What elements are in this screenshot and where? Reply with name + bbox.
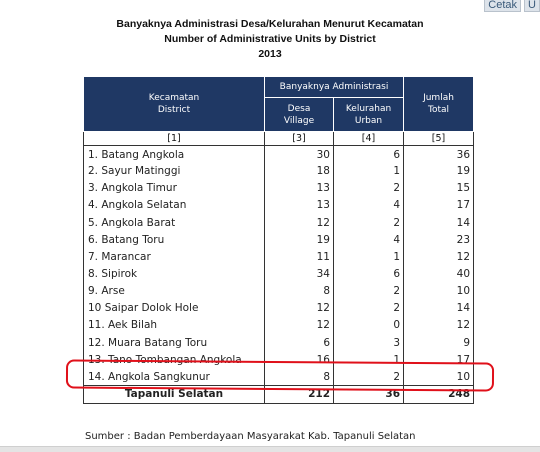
desa-value: 13 (265, 197, 334, 214)
table-row (84, 317, 474, 334)
header-village-label: Desa Village (283, 103, 315, 126)
jumlah-value: 12 (404, 317, 474, 334)
total-jumlah: 248 (404, 385, 474, 403)
table-row (84, 197, 474, 214)
col-number: [5] (404, 132, 474, 146)
header-total (404, 77, 474, 132)
table-row (84, 283, 474, 300)
header-total-label: Jumlah Total (423, 93, 454, 115)
district-name: 13. Tano Tombangan Angkola (84, 351, 265, 368)
kelurahan-value: 6 (334, 265, 404, 282)
kelurahan-value: 3 (334, 334, 404, 351)
table-row (84, 231, 474, 248)
jumlah-value: 17 (404, 197, 474, 214)
header-district (84, 77, 265, 132)
jumlah-value: 9 (404, 334, 474, 351)
district-name: 6. Batang Toru (84, 231, 265, 248)
desa-value: 19 (265, 231, 334, 248)
table-row (84, 334, 474, 351)
table-row (84, 163, 474, 180)
jumlah-value: 14 (404, 214, 474, 231)
kelurahan-value: 2 (334, 368, 404, 385)
desa-value: 30 (265, 146, 334, 163)
title-indonesian: Banyaknya Administrasi Desa/Kelurahan Menurut Kecamatan (116, 18, 424, 30)
print-button[interactable]: Cetak (484, 0, 521, 12)
header-district-id: Kecamatan District (148, 93, 200, 115)
jumlah-value: 10 (404, 283, 474, 300)
desa-value: 34 (265, 265, 334, 282)
table-title (0, 17, 540, 62)
desa-value: 16 (265, 351, 334, 368)
desa-value: 6 (265, 334, 334, 351)
district-name: 10 Saipar Dolok Hole (84, 300, 265, 317)
kelurahan-value: 4 (334, 231, 404, 248)
district-name: 9. Arse (84, 283, 265, 300)
kelurahan-value: 1 (334, 248, 404, 265)
total-row (84, 385, 474, 403)
kelurahan-value: 2 (334, 180, 404, 197)
jumlah-value: 17 (404, 351, 474, 368)
kelurahan-value: 2 (334, 300, 404, 317)
table-row (84, 180, 474, 197)
total-name: Tapanuli Selatan (84, 385, 265, 403)
district-name: 5. Angkola Barat (84, 214, 265, 231)
kelurahan-value: 0 (334, 317, 404, 334)
title-english: Number of Administrative Units by District (164, 33, 376, 45)
desa-value: 11 (265, 248, 334, 265)
kelurahan-value: 1 (334, 351, 404, 368)
horizontal-scrollbar[interactable] (0, 446, 540, 452)
kelurahan-value: 6 (334, 146, 404, 163)
jumlah-value: 36 (404, 146, 474, 163)
table-row (84, 146, 474, 163)
district-name: 1. Batang Angkola (84, 146, 265, 163)
jumlah-value: 12 (404, 248, 474, 265)
desa-value: 12 (265, 317, 334, 334)
district-name: 14. Angkola Sangkunur (84, 368, 265, 385)
total-kelurahan: 36 (334, 385, 404, 403)
district-name: 4. Angkola Selatan (84, 197, 265, 214)
desa-value: 12 (265, 300, 334, 317)
header-urban (334, 98, 404, 132)
kelurahan-value: 4 (334, 197, 404, 214)
col-number: [3] (265, 132, 334, 146)
jumlah-value: 15 (404, 180, 474, 197)
district-name: 3. Angkola Timur (84, 180, 265, 197)
jumlah-value: 23 (404, 231, 474, 248)
table-body (84, 146, 474, 386)
district-name: 2. Sayur Matinggi (84, 163, 265, 180)
table-row (84, 265, 474, 282)
desa-value: 18 (265, 163, 334, 180)
jumlah-value: 10 (404, 368, 474, 385)
district-name: 8. Sipirok (84, 265, 265, 282)
kelurahan-value: 1 (334, 163, 404, 180)
admin-units-table (83, 76, 474, 404)
kelurahan-value: 2 (334, 283, 404, 300)
kelurahan-value: 2 (334, 214, 404, 231)
table-row (84, 368, 474, 385)
header-village (265, 98, 334, 132)
top-toolbar (481, 0, 540, 12)
jumlah-value: 19 (404, 163, 474, 180)
total-desa: 212 (265, 385, 334, 403)
title-year: 2013 (258, 48, 282, 60)
jumlah-value: 40 (404, 265, 474, 282)
jumlah-value: 14 (404, 300, 474, 317)
column-number-row (84, 132, 474, 146)
table-row (84, 214, 474, 231)
table-row (84, 248, 474, 265)
header-group: Banyaknya Administrasi (265, 77, 404, 98)
desa-value: 8 (265, 368, 334, 385)
district-name: 11. Aek Bilah (84, 317, 265, 334)
desa-value: 12 (265, 214, 334, 231)
next-button[interactable]: U (524, 0, 540, 12)
desa-value: 13 (265, 180, 334, 197)
header-urban-label: Kelurahan Urban (345, 103, 392, 126)
table-row (84, 351, 474, 368)
district-name: 12. Muara Batang Toru (84, 334, 265, 351)
table-row (84, 300, 474, 317)
col-number: [4] (334, 132, 404, 146)
source-footnote: Sumber : Badan Pemberdayaan Masyarakat Kab. Tapanuli Selatan (85, 431, 416, 442)
desa-value: 8 (265, 283, 334, 300)
district-name: 7. Marancar (84, 248, 265, 265)
col-number: [1] (84, 132, 265, 146)
